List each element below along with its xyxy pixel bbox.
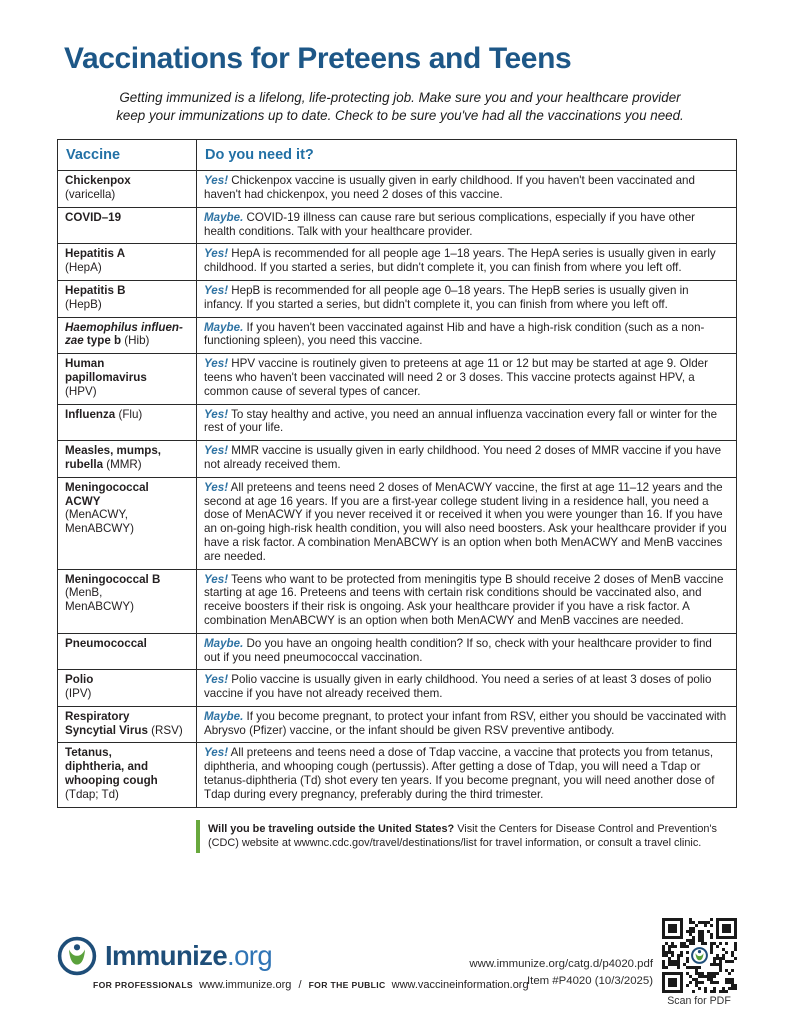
vaccine-name-cell bbox=[58, 207, 197, 244]
vaccine-name-line: (HepA) bbox=[65, 261, 102, 275]
vaccine-name-line: Measles, mumps, bbox=[65, 444, 162, 458]
travel-note-text: Visit the Centers for Disease Control and Prevention's (CDC) website at wwwnc.cdc.gov/travel/destinations/list for travel information, or consult a travel clinic. bbox=[208, 822, 717, 849]
page-title: Vaccinations for Preteens and Teens bbox=[64, 42, 572, 75]
vaccine-name-cell bbox=[58, 354, 197, 404]
answer-word: Yes! bbox=[204, 673, 229, 687]
qr-block bbox=[656, 918, 742, 1007]
answer-cell: Yes! All preteens and teens need 2 doses of MenACWY vaccine, the first at age 11–12 years and the second at age 16 years. If you are a first-year college student living in a residence hall, you need a dose of MenACWY if you never received it or received it when you were younger than 16. If you have an on-going high-risk health condition, you will also need boosters. Ask your healthcare provider if you have a risk factor. A combination MenABCWY is an option when both MenACWY and MenB vaccines are needed. bbox=[197, 477, 737, 569]
answer-cell: Maybe. COVID-19 illness can cause rare but serious complications, especially if you have other health conditions. Talk with your healthcare provider. bbox=[197, 207, 737, 244]
vaccine-column-header: Vaccine bbox=[58, 140, 197, 171]
pdf-url[interactable]: www.immunize.org/catg.d/p4020.pdf bbox=[469, 958, 653, 970]
vaccine-name-line: diphtheria, and bbox=[65, 760, 149, 774]
answer-word: Yes! bbox=[204, 572, 229, 586]
vaccine-name-line: (HPV) bbox=[65, 384, 97, 398]
vaccine-name-line: rubella (MMR) bbox=[65, 457, 142, 471]
vaccine-name-cell bbox=[58, 706, 197, 743]
professionals-url[interactable]: www.immunize.org bbox=[199, 979, 292, 991]
vaccine-name-line: COVID–19 bbox=[65, 210, 122, 224]
answer-cell: Yes! Polio vaccine is usually given in early childhood. You need a series of at least 3 doses of polio vaccine if you have not already received them. bbox=[197, 670, 737, 707]
vaccine-name-cell bbox=[58, 477, 197, 569]
vaccine-name-cell bbox=[58, 743, 197, 807]
vaccine-name-cell bbox=[58, 280, 197, 317]
answer-cell: Maybe. If you become pregnant, to protect your infant from RSV, either you should be vaccinated with Abrysvo (Pfizer) vaccine, or the infant should be given RSV preventive antibody. bbox=[197, 706, 737, 743]
logo-text-main: Immunize bbox=[105, 940, 228, 972]
vaccine-table bbox=[57, 139, 737, 807]
table-row bbox=[58, 743, 737, 807]
answer-word: Yes! bbox=[204, 283, 229, 297]
table-row bbox=[58, 317, 737, 354]
answer-cell: Yes! MMR vaccine is usually given in early childhood. You need 2 doses of MMR vaccine if you have not already received them. bbox=[197, 441, 737, 478]
answer-word: Maybe. bbox=[204, 210, 244, 224]
vaccine-name-cell bbox=[58, 670, 197, 707]
table-row bbox=[58, 207, 737, 244]
table-row bbox=[58, 354, 737, 404]
answer-cell: Yes! HepB is recommended for all people age 0–18 years. The HepB series is usually given in infancy. If you started a series, but didn't complete it, you can finish from where you left off. bbox=[197, 280, 737, 317]
answer-cell: Maybe. Do you have an ongoing health condition? If so, check with your healthcare provider to find out if you need pneumococcal vaccination. bbox=[197, 633, 737, 670]
vaccine-name-line: papillomavirus bbox=[65, 370, 147, 384]
vaccine-name-line: Meningococcal bbox=[65, 480, 149, 494]
vaccine-name-line: (IPV) bbox=[65, 687, 92, 701]
item-number: Item #P4020 (10/3/2025) bbox=[526, 974, 653, 987]
vaccine-name-line: (MenB, bbox=[65, 586, 103, 600]
answer-word: Yes! bbox=[204, 480, 229, 494]
vaccine-name-cell bbox=[58, 633, 197, 670]
vaccine-name-line: (varicella) bbox=[65, 187, 116, 201]
audience-links-line bbox=[93, 979, 529, 991]
answer-word: Yes! bbox=[204, 444, 229, 458]
vaccine-name-line: MenABCWY) bbox=[65, 600, 134, 614]
table-header-row bbox=[58, 140, 737, 171]
vaccine-name-cell bbox=[58, 244, 197, 281]
vaccine-name-line: Syncytial Virus (RSV) bbox=[65, 723, 183, 737]
vaccine-name-cell bbox=[58, 404, 197, 441]
for-public-label: FOR THE PUBLIC bbox=[308, 980, 386, 990]
intro-line-2: keep your immunizations up to date. Check to be sure you've had all the vaccinations you need. bbox=[116, 107, 684, 123]
intro-text bbox=[80, 89, 720, 124]
vaccine-name-cell bbox=[58, 171, 197, 208]
vaccine-name-cell bbox=[58, 569, 197, 633]
vaccine-name-line: Haemophilus influen- bbox=[65, 320, 183, 334]
need-column-header: Do you need it? bbox=[197, 140, 737, 171]
answer-cell: Maybe. If you haven't been vaccinated against Hib and have a high-risk condition (such as a non-functioning spleen), you need this vaccine. bbox=[197, 317, 737, 354]
vaccine-name-line: Polio bbox=[65, 673, 94, 687]
vaccine-name-line: Pneumococcal bbox=[65, 636, 147, 650]
table-row bbox=[58, 670, 737, 707]
answer-cell: Yes! To stay healthy and active, you need an annual influenza vaccination every fall or winter for the rest of your life. bbox=[197, 404, 737, 441]
vaccine-table-body bbox=[58, 171, 737, 807]
vaccine-name-line: whooping cough bbox=[65, 774, 158, 788]
vaccine-name-line: Hepatitis B bbox=[65, 283, 126, 297]
vaccine-name-line: ACWY bbox=[65, 494, 101, 508]
vaccine-name-line: Meningococcal B bbox=[65, 572, 161, 586]
answer-word: Yes! bbox=[204, 357, 229, 371]
vaccine-name-line: (Tdap; Td) bbox=[65, 787, 119, 801]
vaccine-name-line: Human bbox=[65, 357, 105, 371]
travel-note-question: Will you be traveling outside the United States? bbox=[208, 822, 455, 835]
vaccine-name-cell bbox=[58, 317, 197, 354]
answer-cell: Yes! HPV vaccine is routinely given to preteens at age 11 or 12 but may be started at age 9. Older teens who haven't been vaccinated will need 2 or 3 doses. This vaccine protects against HPV, a common cause of several types of cancer. bbox=[197, 354, 737, 404]
qr-caption: Scan for PDF bbox=[667, 995, 731, 1007]
table-row bbox=[58, 706, 737, 743]
table-row bbox=[58, 280, 737, 317]
vaccine-name-line: (HepB) bbox=[65, 297, 102, 311]
vaccine-name-line: Respiratory bbox=[65, 709, 130, 723]
document-info-block bbox=[469, 956, 653, 989]
vaccine-name-line: MenABCWY) bbox=[65, 522, 134, 536]
vaccine-name-line: Tetanus, bbox=[65, 746, 112, 760]
answer-cell: Yes! Teens who want to be protected from meningitis type B should receive 2 doses of MenB vaccine starting at age 16. Preteens and teens with certain risk conditions should be vaccinated also, and receive boosters if their risk is ongoing. Ask your healthcare provider if you have a risk factor. A combination MenABCWY is an option when both MenACWY and MenB vaccines are needed. bbox=[197, 569, 737, 633]
public-url[interactable]: www.vaccineinformation.org bbox=[391, 979, 529, 991]
url-separator: / bbox=[298, 979, 302, 991]
vaccine-name-line: Chickenpox bbox=[65, 174, 131, 188]
answer-word: Yes! bbox=[204, 746, 229, 760]
vaccine-name-line: Hepatitis A bbox=[65, 247, 126, 261]
for-professionals-label: FOR PROFESSIONALS bbox=[93, 980, 194, 990]
table-row bbox=[58, 569, 737, 633]
answer-cell: Yes! All preteens and teens need a dose of Tdap vaccine, a vaccine that protects you from tetanus, diphtheria, and whooping cough (pertussis). After getting a dose of Tdap, you will need a Tdap or tetanus-diphtheria (Td) shot every ten years. If you become pregnant, you will need another dose of Tdap during every pregnancy, preferably during the third trimester. bbox=[197, 743, 737, 807]
vaccine-name-cell bbox=[58, 441, 197, 478]
answer-word: Maybe. bbox=[204, 709, 244, 723]
table-row bbox=[58, 404, 737, 441]
travel-note bbox=[196, 820, 733, 853]
answer-word: Maybe. bbox=[204, 636, 244, 650]
answer-cell: Yes! Chickenpox vaccine is usually given in early childhood. If you haven't been vaccinated and haven't had chickenpox, you need 2 doses of this vaccine. bbox=[197, 171, 737, 208]
vaccine-name-line: zae type b (Hib) bbox=[65, 334, 150, 348]
answer-cell: Yes! HepA is recommended for all people age 1–18 years. The HepA series is usually given in early childhood. If you started a series, but didn't complete it, you can finish from where you left off. bbox=[197, 244, 737, 281]
logo-text-suffix: .org bbox=[227, 940, 273, 972]
table-row bbox=[58, 477, 737, 569]
answer-word: Yes! bbox=[204, 407, 229, 421]
immunize-logo bbox=[57, 936, 272, 976]
immunize-logo-icon bbox=[57, 936, 97, 976]
answer-word: Yes! bbox=[204, 174, 229, 188]
table-row bbox=[58, 244, 737, 281]
table-row bbox=[58, 171, 737, 208]
table-row bbox=[58, 441, 737, 478]
immunize-logo-text bbox=[105, 942, 272, 970]
answer-word: Maybe. bbox=[204, 320, 244, 334]
answer-word: Yes! bbox=[204, 247, 229, 261]
intro-line-1: Getting immunized is a lifelong, life-protecting job. Make sure you and your healthcare provider bbox=[119, 90, 681, 105]
table-row bbox=[58, 633, 737, 670]
qr-code bbox=[662, 918, 737, 993]
vaccine-name-line: (MenACWY, bbox=[65, 508, 128, 522]
vaccine-name-line: Influenza (Flu) bbox=[65, 407, 143, 421]
